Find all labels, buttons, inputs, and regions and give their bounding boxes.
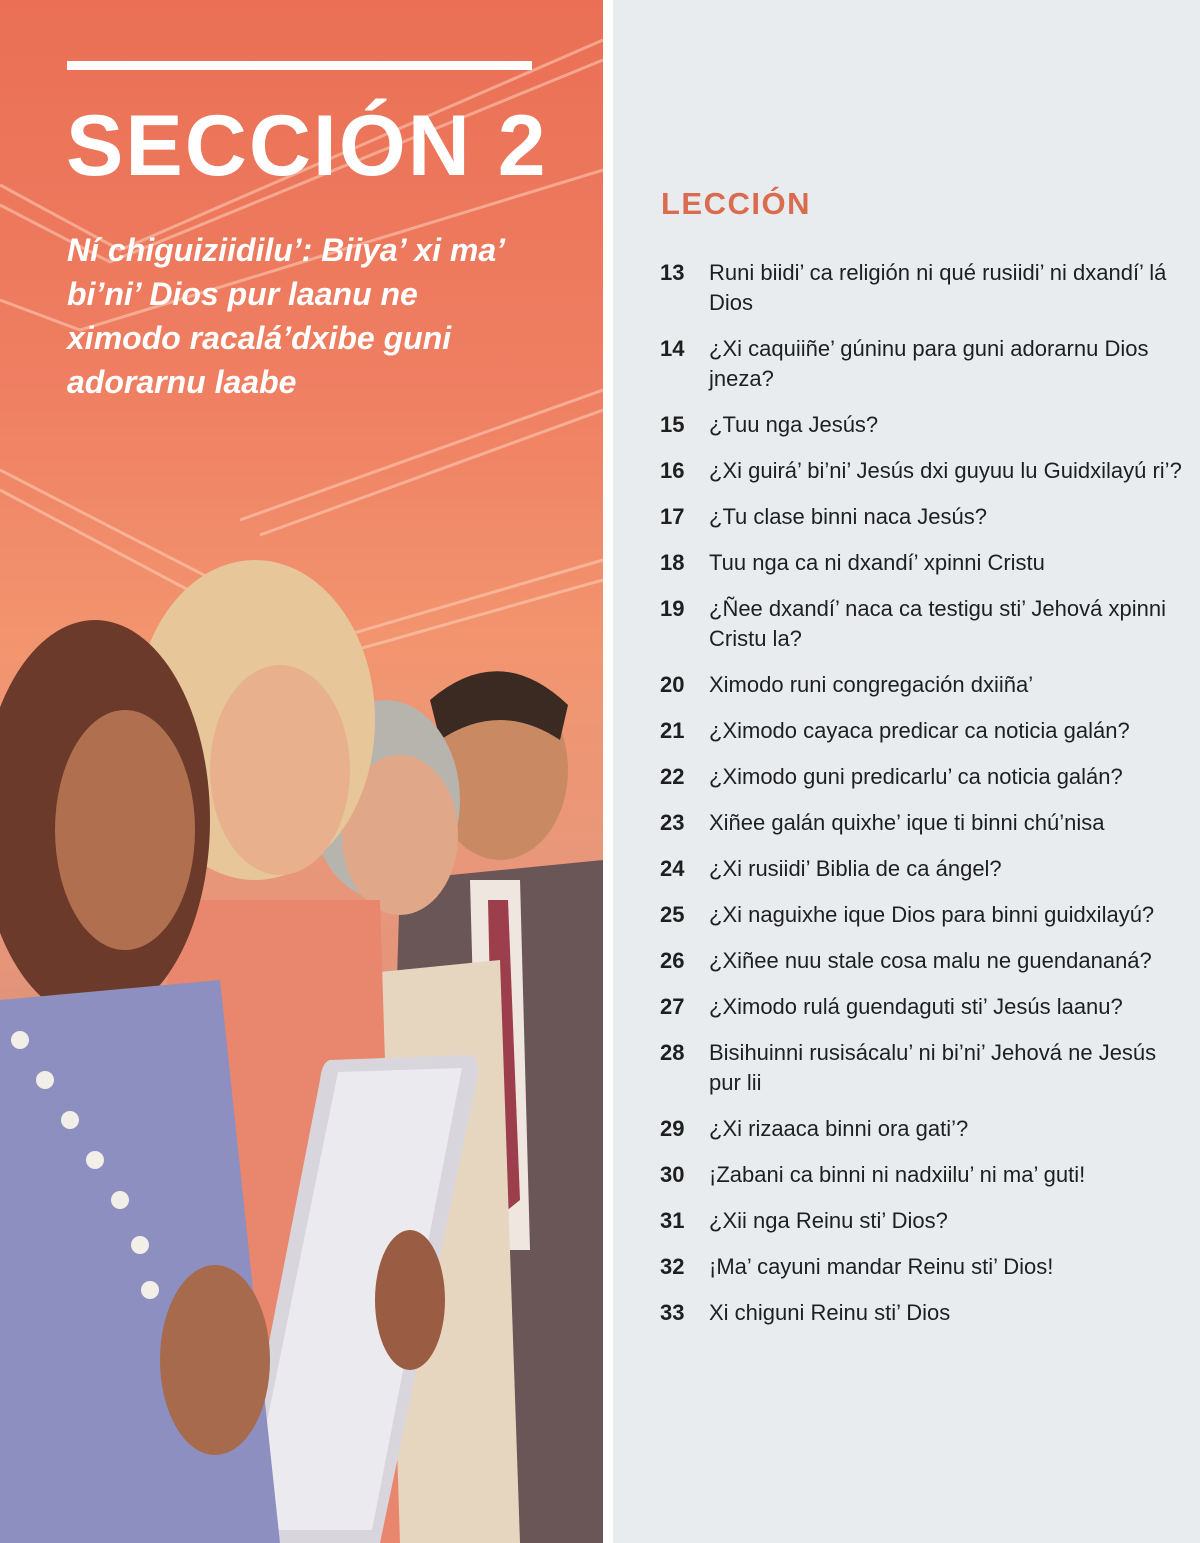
lesson-number: 13: [660, 260, 685, 285]
lesson-item: [660, 1038, 1190, 1098]
lesson-item: [660, 594, 1190, 654]
lesson-title: ¿Xi guirá’ bi’ni’ Jesús dxi guyuu lu Guidxilayú ri’?: [709, 458, 1182, 483]
lesson-item: [660, 1160, 1190, 1190]
lesson-number: 14: [660, 336, 685, 361]
lesson-number: 29: [660, 1116, 685, 1141]
lesson-item: [660, 808, 1190, 838]
lesson-number: 22: [660, 764, 685, 789]
section-title: SECCIÓN 2: [66, 98, 548, 194]
lesson-title: ¿Ximodo rulá guendaguti sti’ Jesús laanu?: [709, 994, 1123, 1019]
lesson-title: ¿Ximodo guni predicarlu’ ca noticia galán?: [709, 764, 1123, 789]
lesson-item: [660, 456, 1190, 486]
lesson-item: [660, 946, 1190, 976]
lesson-number: 31: [660, 1208, 685, 1233]
lesson-number: 32: [660, 1254, 685, 1279]
panel-divider: [603, 0, 613, 1543]
lesson-title: ¿Xiñee nuu stale cosa malu ne guendananá?: [709, 948, 1152, 973]
lesson-number: 33: [660, 1300, 685, 1325]
lesson-heading: LECCIÓN: [661, 186, 811, 221]
lesson-item: [660, 1298, 1190, 1328]
lesson-title: ¿Xi naguixhe ique Dios para binni guidxilayú?: [709, 902, 1155, 927]
lesson-item: [660, 548, 1190, 578]
lesson-title: ¿Xii nga Reinu sti’ Dios?: [709, 1208, 948, 1233]
lesson-title: Xiñee galán quixhe’ ique ti binni chú’nisa: [709, 810, 1105, 835]
lesson-item: [660, 716, 1190, 746]
lesson-title: Runi biidi’ ca religión ni qué rusiidi’ ni dxandí’ lá Dios: [709, 260, 1167, 315]
lesson-title: ¿Xi rusiidi’ Biblia de ca ángel?: [709, 856, 1002, 881]
lesson-number: 18: [660, 550, 685, 575]
lesson-number: 23: [660, 810, 685, 835]
lesson-number: 25: [660, 902, 685, 927]
lesson-item: [660, 502, 1190, 532]
lesson-item: [660, 258, 1190, 318]
lesson-item: [660, 854, 1190, 884]
lesson-title: Xi chiguni Reinu sti’ Dios: [709, 1300, 951, 1325]
lesson-item: [660, 900, 1190, 930]
lesson-number: 15: [660, 412, 685, 437]
lesson-number: 21: [660, 718, 685, 743]
lesson-title: ¿Ñee dxandí’ naca ca testigu sti’ Jehová xpinni Cristu la?: [709, 596, 1166, 651]
lesson-index-panel: [613, 0, 1200, 1543]
lesson-item: [660, 410, 1190, 440]
lesson-title: Ximodo runi congregación dxiiña’: [709, 672, 1034, 697]
lesson-number: 20: [660, 672, 685, 697]
lesson-item: [660, 992, 1190, 1022]
lesson-title: ¡Ma’ cayuni mandar Reinu sti’ Dios!: [709, 1254, 1054, 1279]
lesson-title: ¿Tuu nga Jesús?: [709, 412, 879, 437]
section-subtitle: Ní chiguiziidilu’: Biiya’ xi ma’ bi’ni’ Dios pur laanu ne ximodo racalá’dxibe guni adorarnu laabe: [67, 232, 504, 400]
lesson-title: ¡Zabani ca binni ni nadxiilu’ ni ma’ guti!: [709, 1162, 1086, 1187]
lesson-title: ¿Ximodo cayaca predicar ca noticia galán?: [709, 718, 1130, 743]
lesson-item: [660, 762, 1190, 792]
lesson-number: 26: [660, 948, 685, 973]
title-rule: [67, 61, 532, 70]
lesson-number: 16: [660, 458, 685, 483]
lesson-title: Bisihuinni rusisácalu’ ni bi’ni’ Jehová ne Jesús pur lii: [709, 1040, 1157, 1095]
lesson-title: Tuu nga ca ni dxandí’ xpinni Cristu: [709, 550, 1045, 575]
lesson-list: [660, 258, 1190, 1344]
lesson-title: ¿Tu clase binni naca Jesús?: [709, 504, 987, 529]
lesson-number: 28: [660, 1040, 685, 1065]
lesson-title: ¿Xi caquiiñe’ gúninu para guni adorarnu Dios jneza?: [709, 336, 1149, 391]
lesson-number: 30: [660, 1162, 685, 1187]
lesson-item: [660, 334, 1190, 394]
lesson-title: ¿Xi rizaaca binni ora gati’?: [709, 1116, 969, 1141]
lesson-item: [660, 670, 1190, 700]
lesson-number: 27: [660, 994, 685, 1019]
lesson-number: 24: [660, 856, 685, 881]
lesson-item: [660, 1114, 1190, 1144]
lesson-number: 19: [660, 596, 685, 621]
lesson-item: [660, 1206, 1190, 1236]
lesson-number: 17: [660, 504, 685, 529]
lesson-item: [660, 1252, 1190, 1282]
